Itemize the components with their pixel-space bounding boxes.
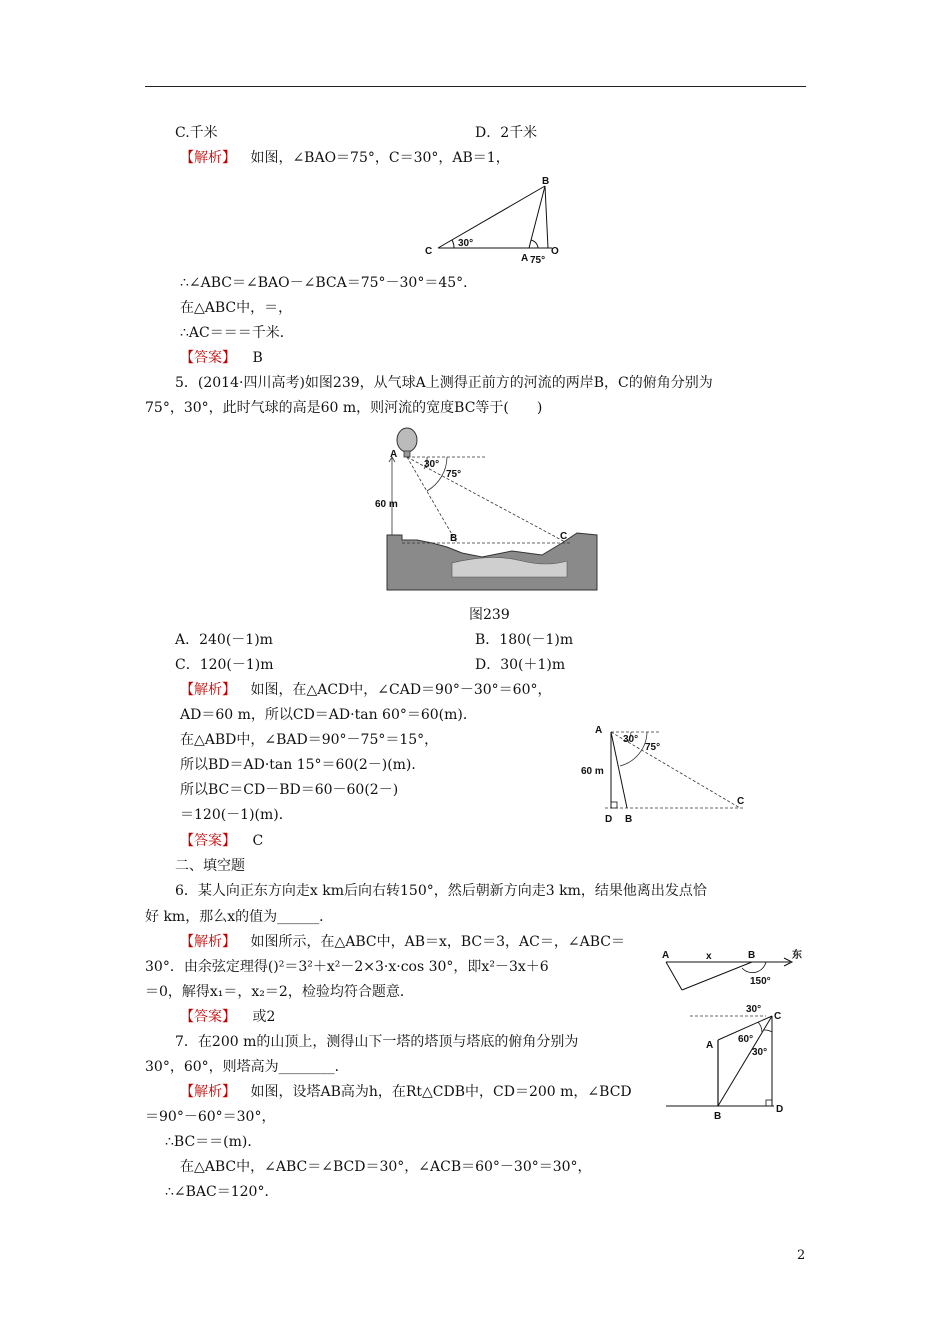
q5-river-figure: [372, 425, 607, 595]
analysis-tag: 【解析】: [180, 682, 236, 698]
q6-figure: [658, 944, 810, 996]
header-rule: [145, 86, 806, 87]
label-a: A: [595, 725, 603, 736]
label-b: B: [625, 814, 633, 825]
q6-stem-line2: 好 km，那么x的值为______．: [145, 909, 334, 925]
q7-line4: 在△ABC中，∠ABC＝∠BCD＝30°，∠ACB＝60°－30°＝30°，: [180, 1159, 592, 1175]
label-a: A: [521, 253, 529, 264]
balloon-basket: [404, 451, 410, 457]
q7-line3: ∴BC＝＝(m)．: [165, 1134, 262, 1150]
angle-arc-150: [742, 962, 766, 973]
q5-line2: AD＝60 m，所以CD＝AD·tan 60°＝60(m)．: [180, 707, 477, 723]
label-x: x: [706, 951, 712, 962]
line-ac: [666, 962, 682, 990]
q6-line3: ＝0，解得x₁＝，x₂＝2，检验均符合题意．: [145, 984, 414, 1000]
analysis-text: 如图，设塔AB高为h，在Rt△CDB中，CD＝200 m，∠BCD: [250, 1084, 632, 1100]
q4-option-c: C.千米: [175, 125, 218, 141]
label-angle-60: 60°: [738, 1034, 754, 1045]
q7-line2: ＝90°－60°＝30°，: [145, 1109, 276, 1125]
label-angle-30: 30°: [623, 734, 639, 745]
right-angle-mark: [766, 1100, 772, 1106]
angle-arc-a: [531, 240, 538, 248]
label-angle-30-top: 30°: [746, 1004, 762, 1015]
q5-figure-caption: 图239: [469, 607, 510, 623]
line-bc: [682, 962, 752, 990]
q6-stem-line1: 6．某人向正东方向走x km后向右转150°，然后朝新方向走3 km，结果他离出发点恰: [175, 883, 707, 899]
line-cb: [718, 1016, 772, 1106]
q4-option-d: D．2千米: [475, 125, 538, 141]
label-angle-30: 30°: [458, 238, 474, 249]
right-angle-mark: [611, 802, 617, 808]
q4-step2: 在△ABC中，＝，: [180, 300, 293, 316]
label-angle-75: 75°: [530, 255, 546, 266]
q5-answer: [180, 830, 263, 852]
q5-stem-line2: 75°，30°，此时气球的高是60 m，则河流的宽度BC等于( ): [145, 400, 543, 416]
label-c: C: [560, 531, 568, 542]
label-a: A: [662, 950, 670, 961]
q4-step1: ∴∠ABC＝∠BAO－∠BCA＝75°－30°＝45°．: [180, 275, 478, 291]
q5-option-c: C．120(－1)m: [175, 657, 274, 673]
q7-stem-line2: 30°，60°，则塔高为________．: [145, 1059, 349, 1075]
label-angle-30: 30°: [424, 459, 440, 470]
analysis-tag: 【解析】: [180, 934, 236, 950]
angle-arc-30: [764, 1030, 772, 1032]
label-angle-75: 75°: [446, 469, 462, 480]
line-cb: [438, 186, 545, 248]
label-c: C: [774, 1011, 782, 1022]
balloon-icon: [397, 428, 417, 452]
q7-figure: [662, 1002, 794, 1124]
angle-arc-c: [452, 240, 454, 248]
q7-analysis: [180, 1081, 632, 1103]
page-number: 2: [797, 1248, 806, 1263]
label-angle-75: 75°: [645, 742, 661, 753]
label-o: O: [551, 246, 559, 257]
q5-line4: 所以BD＝AD·tan 15°＝60(2－)(m)．: [180, 757, 426, 773]
analysis-text: 如图，在△ACD中，∠CAD＝90°－30°＝60°，: [250, 682, 552, 698]
answer-value: B: [252, 350, 263, 366]
analysis-text: 如图所示，在△ABC中，AB＝x，BC＝3，AC＝，∠ABC＝: [250, 934, 625, 950]
q5-line6: ＝120(－1)(m)．: [180, 807, 293, 823]
q5-stem-line1: 5．(2014·四川高考)如图239，从气球A上测得正前方的河流的两岸B，C的俯角分别为: [175, 375, 713, 391]
line-bo: [545, 186, 548, 248]
label-angle-150: 150°: [750, 976, 771, 987]
q5-option-d: D．30(＋1)m: [475, 657, 566, 673]
label-height: 60 m: [375, 499, 398, 510]
q7-line5: ∴∠BAC＝120°．: [165, 1184, 279, 1200]
q5-option-a: A．240(－1)m: [175, 632, 273, 648]
label-c: C: [737, 796, 745, 807]
q5-line5: 所以BC＝CD－BD＝60－60(2－): [180, 782, 399, 798]
q4-answer: [180, 347, 263, 369]
q4-step3: ∴AC＝＝＝千米．: [180, 325, 294, 341]
label-angle-30: 30°: [752, 1047, 768, 1058]
label-b: B: [714, 1111, 722, 1122]
q7-stem-line1: 7．在200 m的山顶上，测得山下一塔的塔顶与塔底的俯角分别为: [175, 1034, 579, 1050]
analysis-tag: 【解析】: [180, 1084, 236, 1100]
analysis-text: 如图，∠BAO＝75°，C＝30°，AB＝1，: [250, 150, 510, 166]
q5-analysis: [180, 679, 552, 701]
q6-line2: 30°．由余弦定理得()²＝3²＋x²－2×3·x·cos 30°，即x²－3x＋6: [145, 959, 549, 975]
label-d: D: [776, 1104, 784, 1115]
answer-tag: 【答案】: [180, 833, 236, 849]
section-heading: 二、填空题: [175, 858, 245, 874]
label-b: B: [450, 533, 458, 544]
label-b: B: [542, 176, 550, 187]
answer-tag: 【答案】: [180, 1009, 236, 1025]
answer-value: C: [252, 833, 264, 849]
q6-answer: [180, 1006, 275, 1028]
angle-arc-60: [758, 1022, 762, 1032]
label-a: A: [706, 1040, 714, 1051]
label-height: 60 m: [581, 766, 604, 777]
q5-line3: 在△ABD中，∠BAD＝90°－75°＝15°，: [180, 732, 439, 748]
label-c: C: [425, 246, 433, 257]
q4-analysis: [180, 147, 510, 169]
label-d: D: [605, 814, 613, 825]
line-ba: [529, 186, 545, 248]
q5-analysis-figure: [575, 720, 760, 828]
q4-triangle-figure: [420, 172, 570, 267]
q5-option-b: B．180(－1)m: [475, 632, 574, 648]
q6-analysis: [180, 931, 625, 953]
label-a: A: [390, 449, 398, 460]
analysis-tag: 【解析】: [180, 150, 236, 166]
answer-tag: 【答案】: [180, 350, 236, 366]
answer-value: 或2: [252, 1009, 276, 1025]
label-b: B: [748, 950, 756, 961]
label-east: 东: [792, 950, 802, 961]
